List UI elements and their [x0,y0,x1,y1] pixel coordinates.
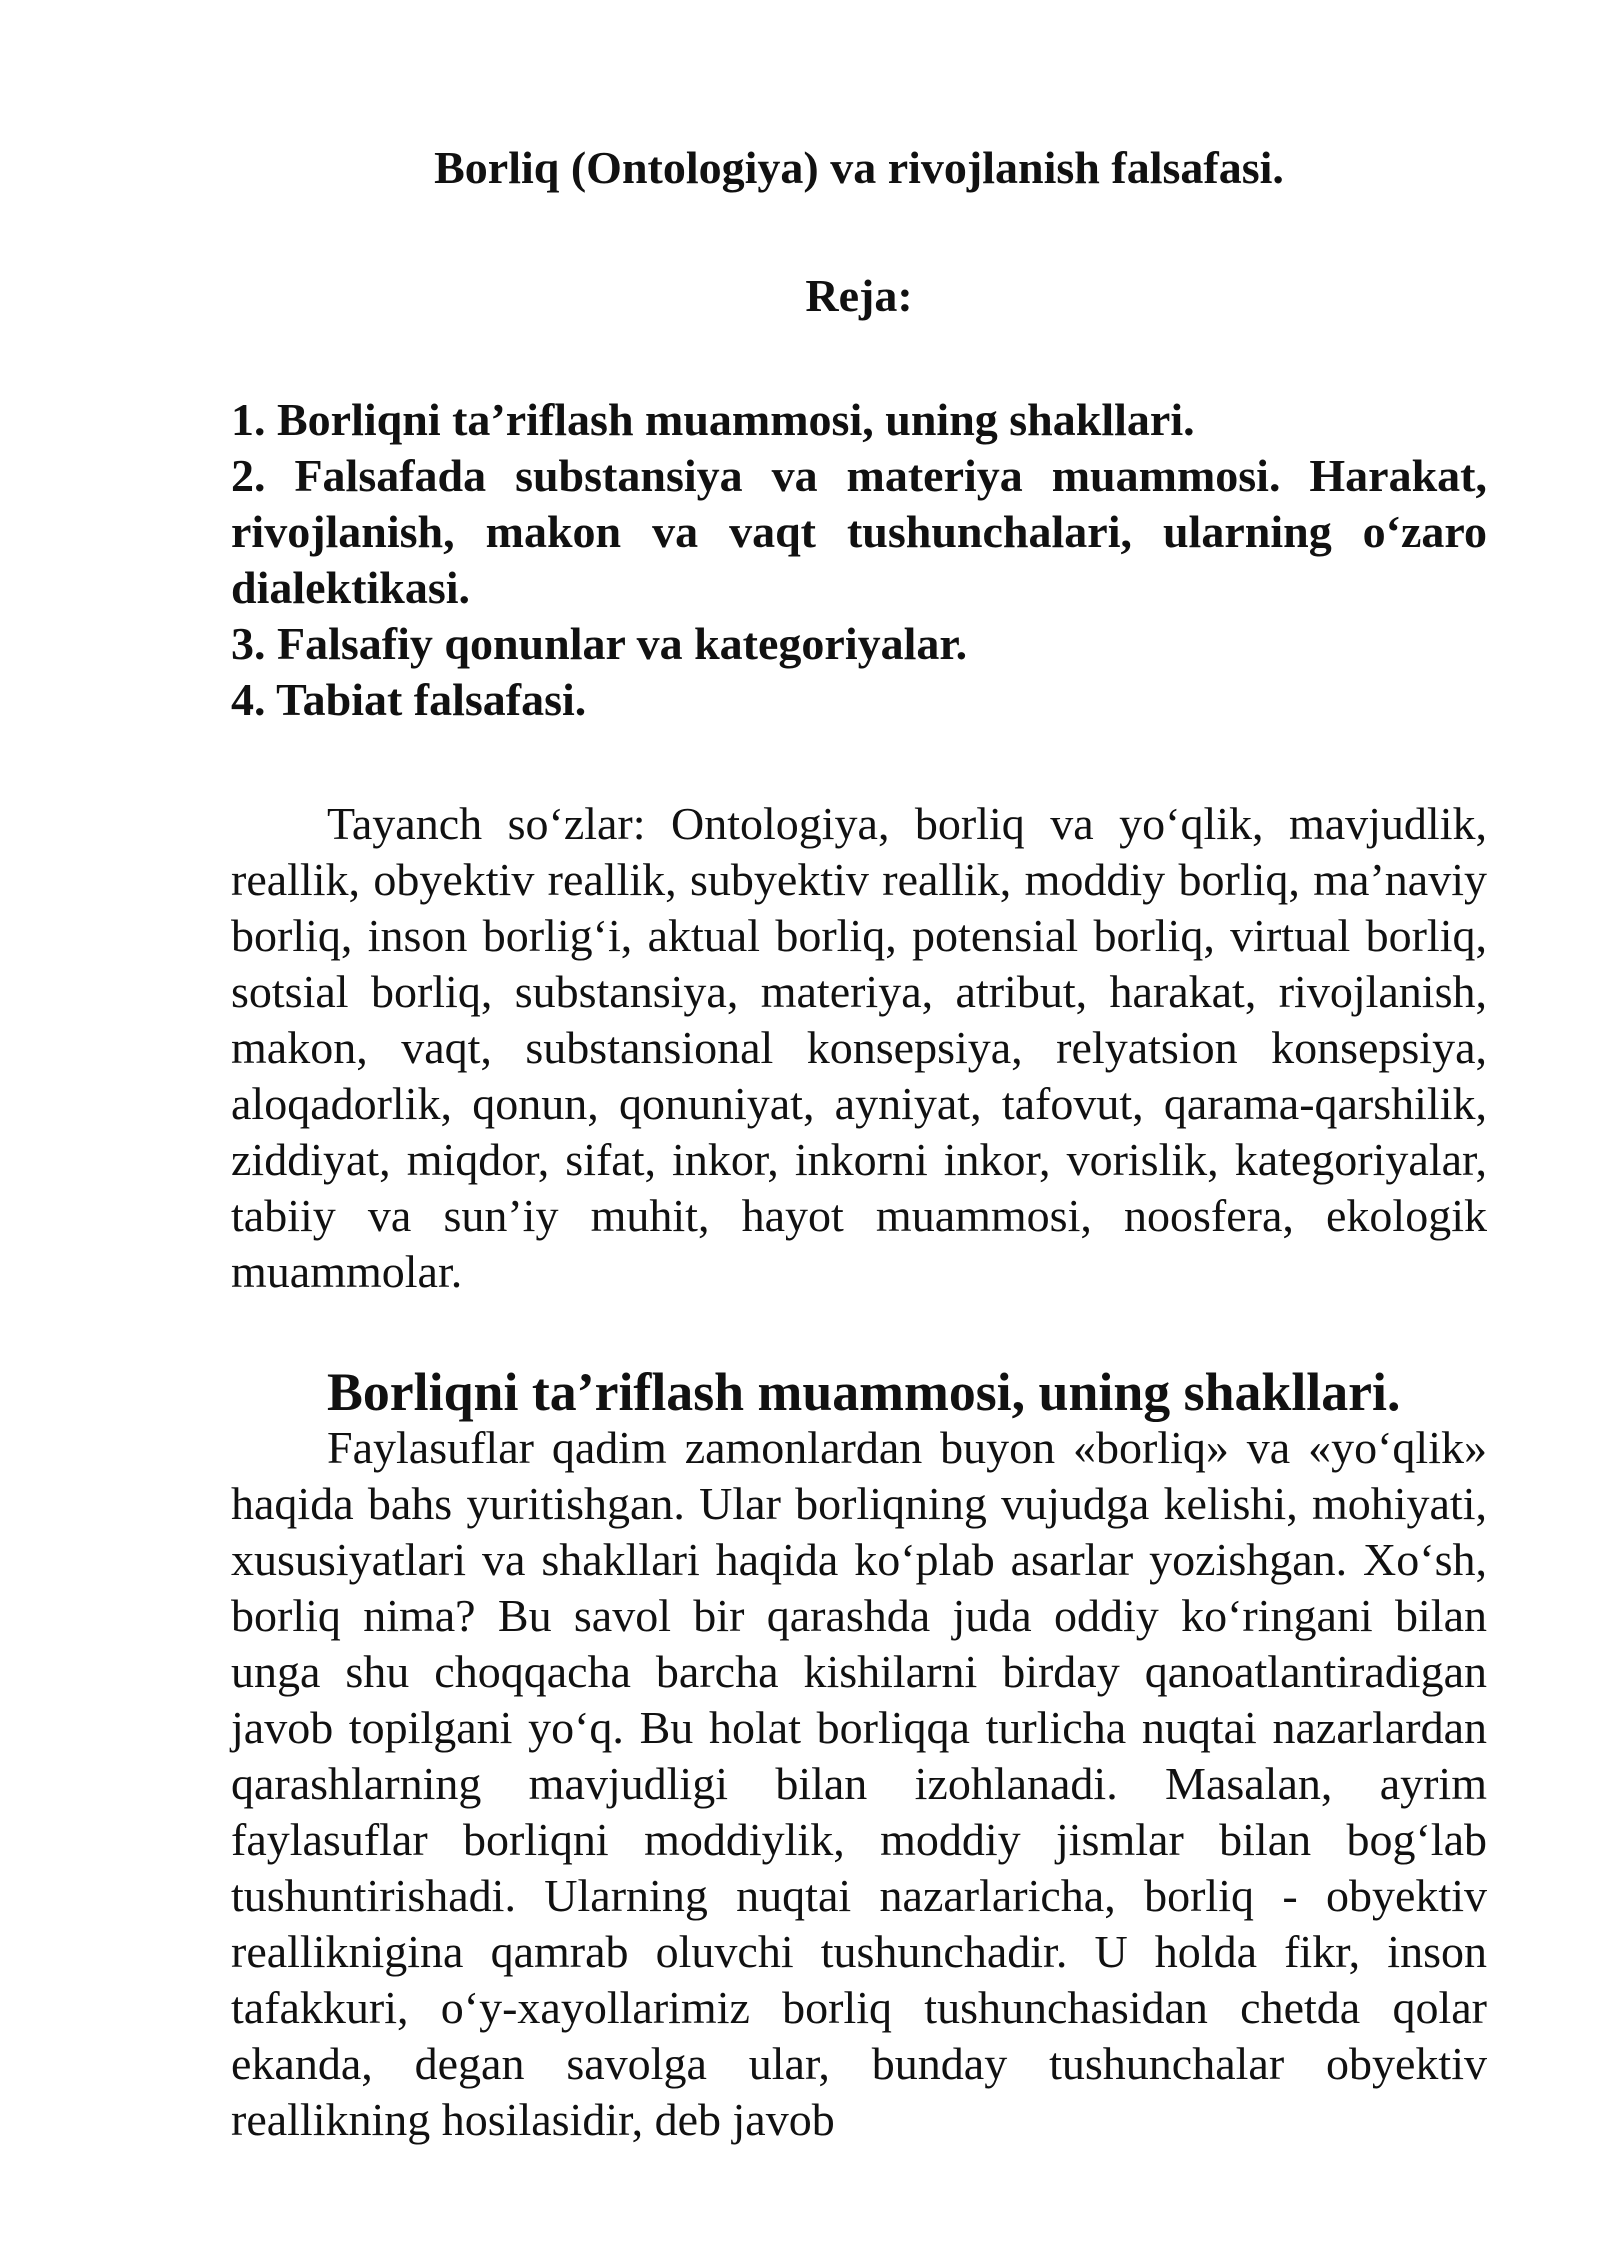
section-heading: Borliqni ta’riflash muammosi, uning shakllari. [327,1362,1401,1422]
plan-heading: Reja: [805,270,913,321]
plan-item: 2. Falsafada substansiya va materiya muammosi. Harakat, rivojlanish, makon va vaqt tushunchalari, ularning o‘zaro dialektikasi. [231,450,1487,613]
body-paragraph: Faylasuflar qadim zamonlardan buyon «borliq» va «yo‘qlik» haqida bahs yuritishgan. Ular borliqning vujudga kelishi, mohiyati, xususiyatlari va shakllari haqida ko‘plab asarlar yozishgan. Xo‘sh, borliq nima? Bu savol bir qarashda juda oddiy ko‘ringani bilan unga shu choqqacha barcha kishilarni birday qanoatlantiradigan javob topilgani yo‘q. Bu holat borliqqa turlicha nuqtai nazarlardan qarashlarning mavjudligi bilan izohlanadi. Masalan, ayrim faylasuflar borliqni moddiylik, moddiy jismlar bilan bog‘lab tushuntirishadi. Ularning nuqtai nazarlaricha, borliq - obyektiv realliknigina qamrab oluvchi tushunchadir. U holda fikr, inson tafakkuri, o‘y-xayollarimiz borliq tushunchasidan chetda qolar ekanda, degan savolga ular, bunday tushunchalar obyektiv reallikning hosilasidir, deb javob [231,1422,1487,2145]
plan-item: 3. Falsafiy qonunlar va kategoriyalar. [231,618,968,669]
plan-item: 4. Tabiat falsafasi. [231,674,587,725]
document-title: Borliq (Ontologiya) va rivojlanish falsafasi. [434,142,1284,193]
plan-list [231,392,1487,728]
keywords-paragraph: Tayanch so‘zlar: Ontologiya, borliq va yo‘qlik, mavjudlik, reallik, obyektiv reallik, subyektiv reallik, moddiy borliq, ma’naviy borliq, inson borlig‘i, aktual borliq, potensial borliq, virtual borliq, sotsial borliq, substansiya, materiya, atribut, harakat, rivojlanish, makon, vaqt, substansional konsepsiya, relyatsion konsepsiya, aloqadorlik, qonun, qonuniyat, ayniyat, tafovut, qarama-qarshilik, ziddiyat, miqdor, sifat, inkor, inkorni inkor, vorislik, kategoriyalar, tabiiy va sun’iy muhit, hayot muammosi, noosfera, ekologik muammolar. [231,798,1487,1297]
document-page [231,140,1487,2148]
plan-item: 1. Borliqni ta’riflash muammosi, uning shakllari. [231,394,1195,445]
